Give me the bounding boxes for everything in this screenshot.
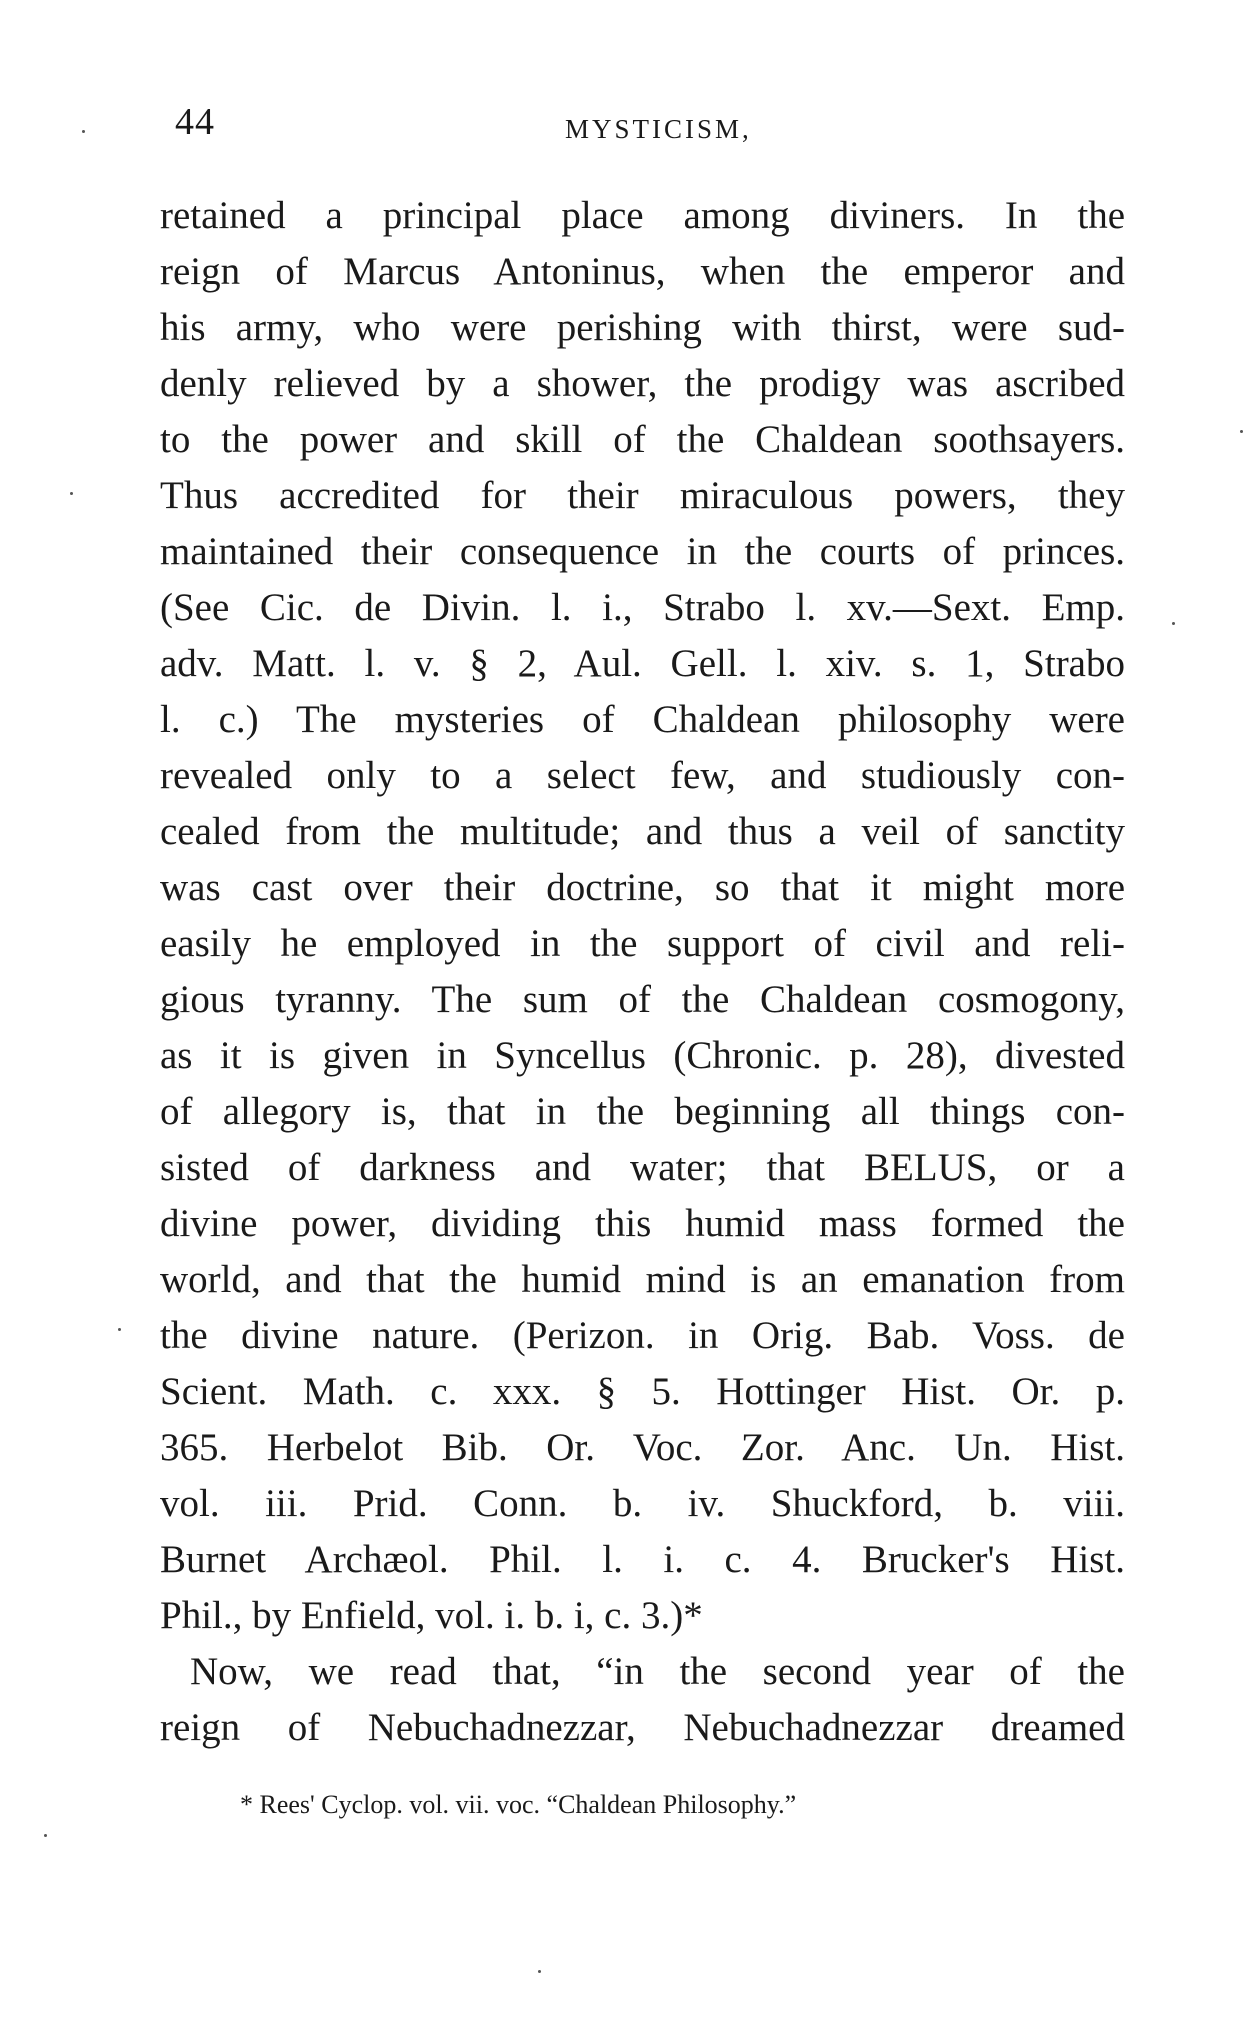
paper-speck [82,130,85,133]
text-line: Scient. Math. c. xxx. § 5. Hottinger Hist. Or. p. [160,1370,1125,1413]
text-line: Thus accredited for their miraculous powers, they [160,474,1125,517]
body-text [160,188,1125,1756]
text-line: was cast over their doctrine, so that it might more [160,866,1125,909]
text-line: reign of Nebuchadnezzar, Nebuchadnezzar dreamed [160,1706,1125,1749]
text-line: adv. Matt. l. v. § 2, Aul. Gell. l. xiv. s. 1, Strabo [160,642,1125,685]
text-line: (See Cic. de Divin. l. i., Strabo l. xv.—Sext. Emp. [160,586,1125,629]
text-line: revealed only to a select few, and studiously con- [160,754,1125,797]
paper-speck [1172,622,1175,625]
text-line: as it is given in Syncellus (Chronic. p. 28), divested [160,1034,1125,1077]
running-title: MYSTICISM, [565,114,752,144]
text-line: Phil., by Enfield, vol. i. b. i, c. 3.)* [160,1594,703,1637]
paper-speck [44,1834,47,1837]
text-line: 365. Herbelot Bib. Or. Voc. Zor. Anc. Un. Hist. [160,1426,1125,1469]
text-line: vol. iii. Prid. Conn. b. iv. Shuckford, b. viii. [160,1482,1125,1525]
text-line: l. c.) The mysteries of Chaldean philosophy were [160,698,1125,741]
footnote: * Rees' Cyclop. vol. vii. voc. “Chaldean Philosophy.” [240,1790,797,1819]
text-line: easily he employed in the support of civil and reli- [160,922,1125,965]
text-line: of allegory is, that in the beginning all things con- [160,1090,1125,1133]
text-line: his army, who were perishing with thirst, were sud- [160,306,1125,349]
text-line: denly relieved by a shower, the prodigy was ascribed [160,362,1125,405]
text-line: cealed from the multitude; and thus a veil of sanctity [160,810,1125,853]
text-line: maintained their consequence in the courts of princes. [160,530,1125,573]
text-line: Burnet Archæol. Phil. l. i. c. 4. Brucker's Hist. [160,1538,1125,1581]
paper-speck [70,492,73,495]
text-line: sisted of darkness and water; that BELUS, or a [160,1146,1125,1189]
page-number: 44 [175,101,215,143]
paper-speck [538,1970,541,1973]
page-header [175,100,1135,160]
text-line: to the power and skill of the Chaldean soothsayers. [160,418,1125,461]
text-line: retained a principal place among diviners. In the [160,194,1125,237]
paragraph-first-line: Now, we read that, “in the second year of the [190,1650,1125,1693]
text-line: world, and that the humid mind is an emanation from [160,1258,1125,1301]
text-line: the divine nature. (Perizon. in Orig. Bab. Voss. de [160,1314,1125,1357]
paper-speck [118,1328,121,1331]
text-line: divine power, dividing this humid mass formed the [160,1202,1125,1245]
text-line: reign of Marcus Antoninus, when the emperor and [160,250,1125,293]
paper-speck [1240,430,1243,433]
text-line: gious tyranny. The sum of the Chaldean cosmogony, [160,978,1125,1021]
